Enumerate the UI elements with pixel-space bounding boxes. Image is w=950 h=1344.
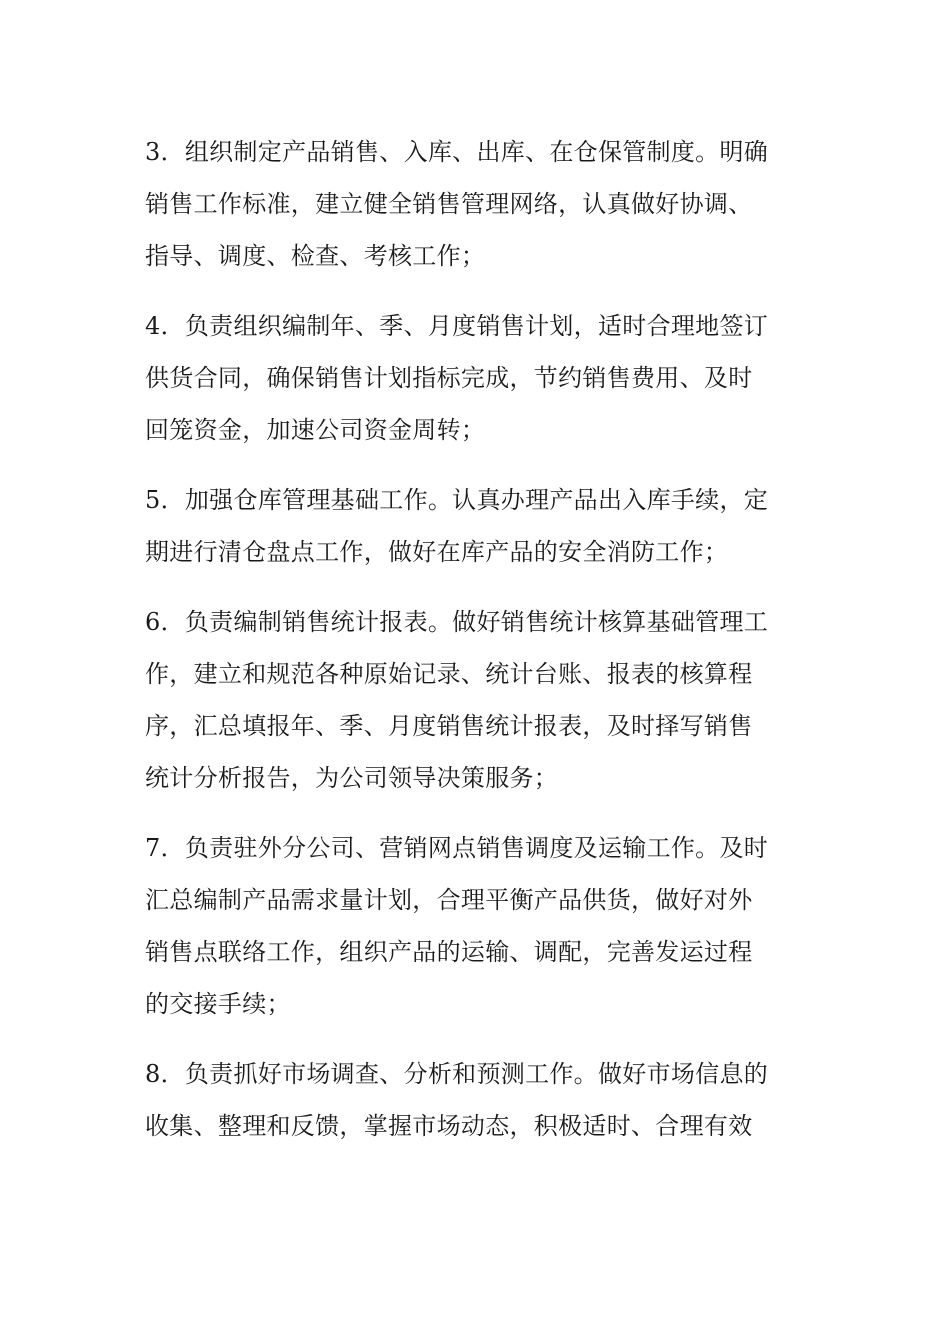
text-line: 销售工作标准，建立健全销售管理网络，认真做好协调、 <box>145 190 753 218</box>
text-line: 期进行清仓盘点工作，做好在库产品的安全消防工作； <box>145 538 729 566</box>
text-line: 指导、调度、检查、考核工作； <box>145 242 486 270</box>
text-line: 6．负责编制销售统计报表。做好销售统计核算基础管理工 <box>145 608 769 636</box>
text-line: 作，建立和规范各种原始记录、统计台账、报表的核算程 <box>145 660 753 688</box>
text-line: 序，汇总填报年、季、月度销售统计报表，及时择写销售 <box>145 712 753 740</box>
text-line: 销售点联络工作，组织产品的运输、调配，完善发运过程 <box>145 938 753 966</box>
text-line: 汇总编制产品需求量计划，合理平衡产品供货，做好对外 <box>145 886 753 914</box>
text-line: 统计分析报告，为公司领导决策服务； <box>145 764 559 792</box>
paragraph-item-6 <box>145 596 805 804</box>
paragraph-item-4 <box>145 300 805 456</box>
text-line: 收集、整理和反馈，掌握市场动态，积极适时、合理有效 <box>145 1112 753 1140</box>
paragraph-item-8 <box>145 1048 805 1152</box>
document-body <box>145 126 805 1170</box>
text-line: 供货合同，确保销售计划指标完成，节约销售费用、及时 <box>145 364 753 392</box>
text-line: 4．负责组织编制年、季、月度销售计划，适时合理地签订 <box>145 312 769 340</box>
text-line: 7．负责驻外分公司、营销网点销售调度及运输工作。及时 <box>145 834 769 862</box>
text-line: 5．加强仓库管理基础工作。认真办理产品出入库手续，定 <box>145 486 769 514</box>
paragraph-item-7 <box>145 822 805 1030</box>
paragraph-item-3 <box>145 126 805 282</box>
text-line: 的交接手续； <box>145 990 291 1018</box>
paragraph-item-5 <box>145 474 805 578</box>
text-line: 回笼资金，加速公司资金周转； <box>145 416 486 444</box>
text-line: 3．组织制定产品销售、入库、出库、在仓保管制度。明确 <box>145 138 769 166</box>
text-line: 8．负责抓好市场调查、分析和预测工作。做好市场信息的 <box>145 1060 769 1088</box>
